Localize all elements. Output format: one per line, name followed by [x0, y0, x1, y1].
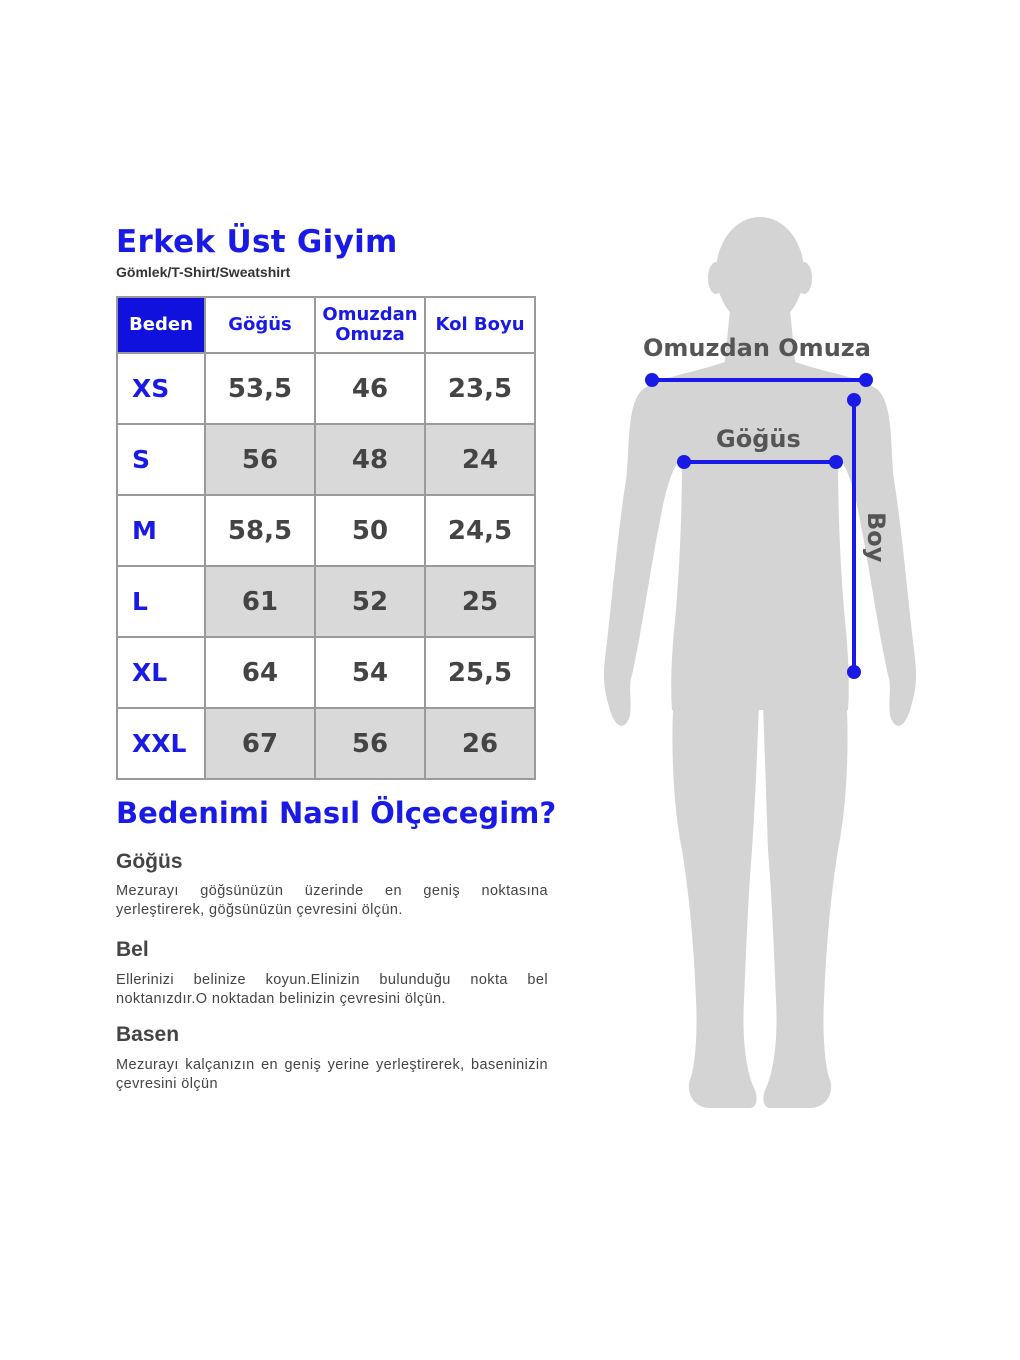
omuz-cell: 48 [315, 424, 425, 495]
table-row [117, 637, 535, 708]
table-row [117, 566, 535, 637]
length-top-dot [847, 393, 861, 407]
gogus-cell: 61 [205, 566, 315, 637]
size-cell: XL [117, 637, 205, 708]
gogus-cell: 56 [205, 424, 315, 495]
label-chest: Göğüs [716, 425, 801, 453]
chest-right-dot [829, 455, 843, 469]
table-row [117, 424, 535, 495]
omuz-cell: 46 [315, 353, 425, 424]
shoulder-left-dot [645, 373, 659, 387]
table-header-row [117, 297, 535, 353]
omuz-cell: 56 [315, 708, 425, 779]
section-text-bel: Ellerinizi belinize koyun.Elinizin bulunduğu nokta bel noktanızdır.O noktadan belinizin çevresini ölçün. [116, 972, 548, 1007]
size-cell: S [117, 424, 205, 495]
section-heading-basen: Basen [116, 1023, 180, 1046]
size-table [116, 296, 536, 780]
size-cell: XS [117, 353, 205, 424]
section-text-gogus: Mezurayı göğsünüzün üzerinde en geniş noktasına yerleştirerek, göğsünüzün çevresini ölçün. [116, 883, 548, 918]
size-cell: XXL [117, 708, 205, 779]
kol-cell: 24,5 [425, 495, 535, 566]
gogus-cell: 53,5 [205, 353, 315, 424]
kol-cell: 26 [425, 708, 535, 779]
kol-cell: 25 [425, 566, 535, 637]
header-beden: Beden [117, 297, 205, 353]
guide-title: Bedenimi Nasıl Ölçecegim? [116, 796, 557, 830]
chest-left-dot [677, 455, 691, 469]
size-cell: M [117, 495, 205, 566]
shoulder-right-dot [859, 373, 873, 387]
gogus-cell: 64 [205, 637, 315, 708]
gogus-cell: 67 [205, 708, 315, 779]
header-omuz-line2: Omuza [335, 324, 405, 345]
page-subtitle: Gömlek/T-Shirt/Sweatshirt [116, 264, 291, 280]
page-title: Erkek Üst Giyim [116, 224, 398, 260]
table-row [117, 708, 535, 779]
label-length: Boy [862, 512, 890, 563]
label-shoulder: Omuzdan Omuza [643, 334, 871, 362]
omuz-cell: 50 [315, 495, 425, 566]
table-row [117, 353, 535, 424]
gogus-cell: 58,5 [205, 495, 315, 566]
section-heading-bel: Bel [116, 938, 149, 961]
table-row [117, 495, 535, 566]
size-cell: L [117, 566, 205, 637]
omuz-cell: 52 [315, 566, 425, 637]
omuz-cell: 54 [315, 637, 425, 708]
header-gogus: Göğüs [205, 297, 315, 353]
kol-cell: 23,5 [425, 353, 535, 424]
section-heading-gogus: Göğüs [116, 850, 183, 873]
header-omuz-line1: Omuzdan [322, 304, 418, 325]
header-kol-boyu: Kol Boyu [425, 297, 535, 353]
kol-cell: 25,5 [425, 637, 535, 708]
header-omuz [315, 297, 425, 353]
section-text-basen: Mezurayı kalçanızın en geniş yerine yerleştirerek, baseninizin çevresini ölçün [116, 1057, 548, 1092]
kol-cell: 24 [425, 424, 535, 495]
length-bottom-dot [847, 665, 861, 679]
